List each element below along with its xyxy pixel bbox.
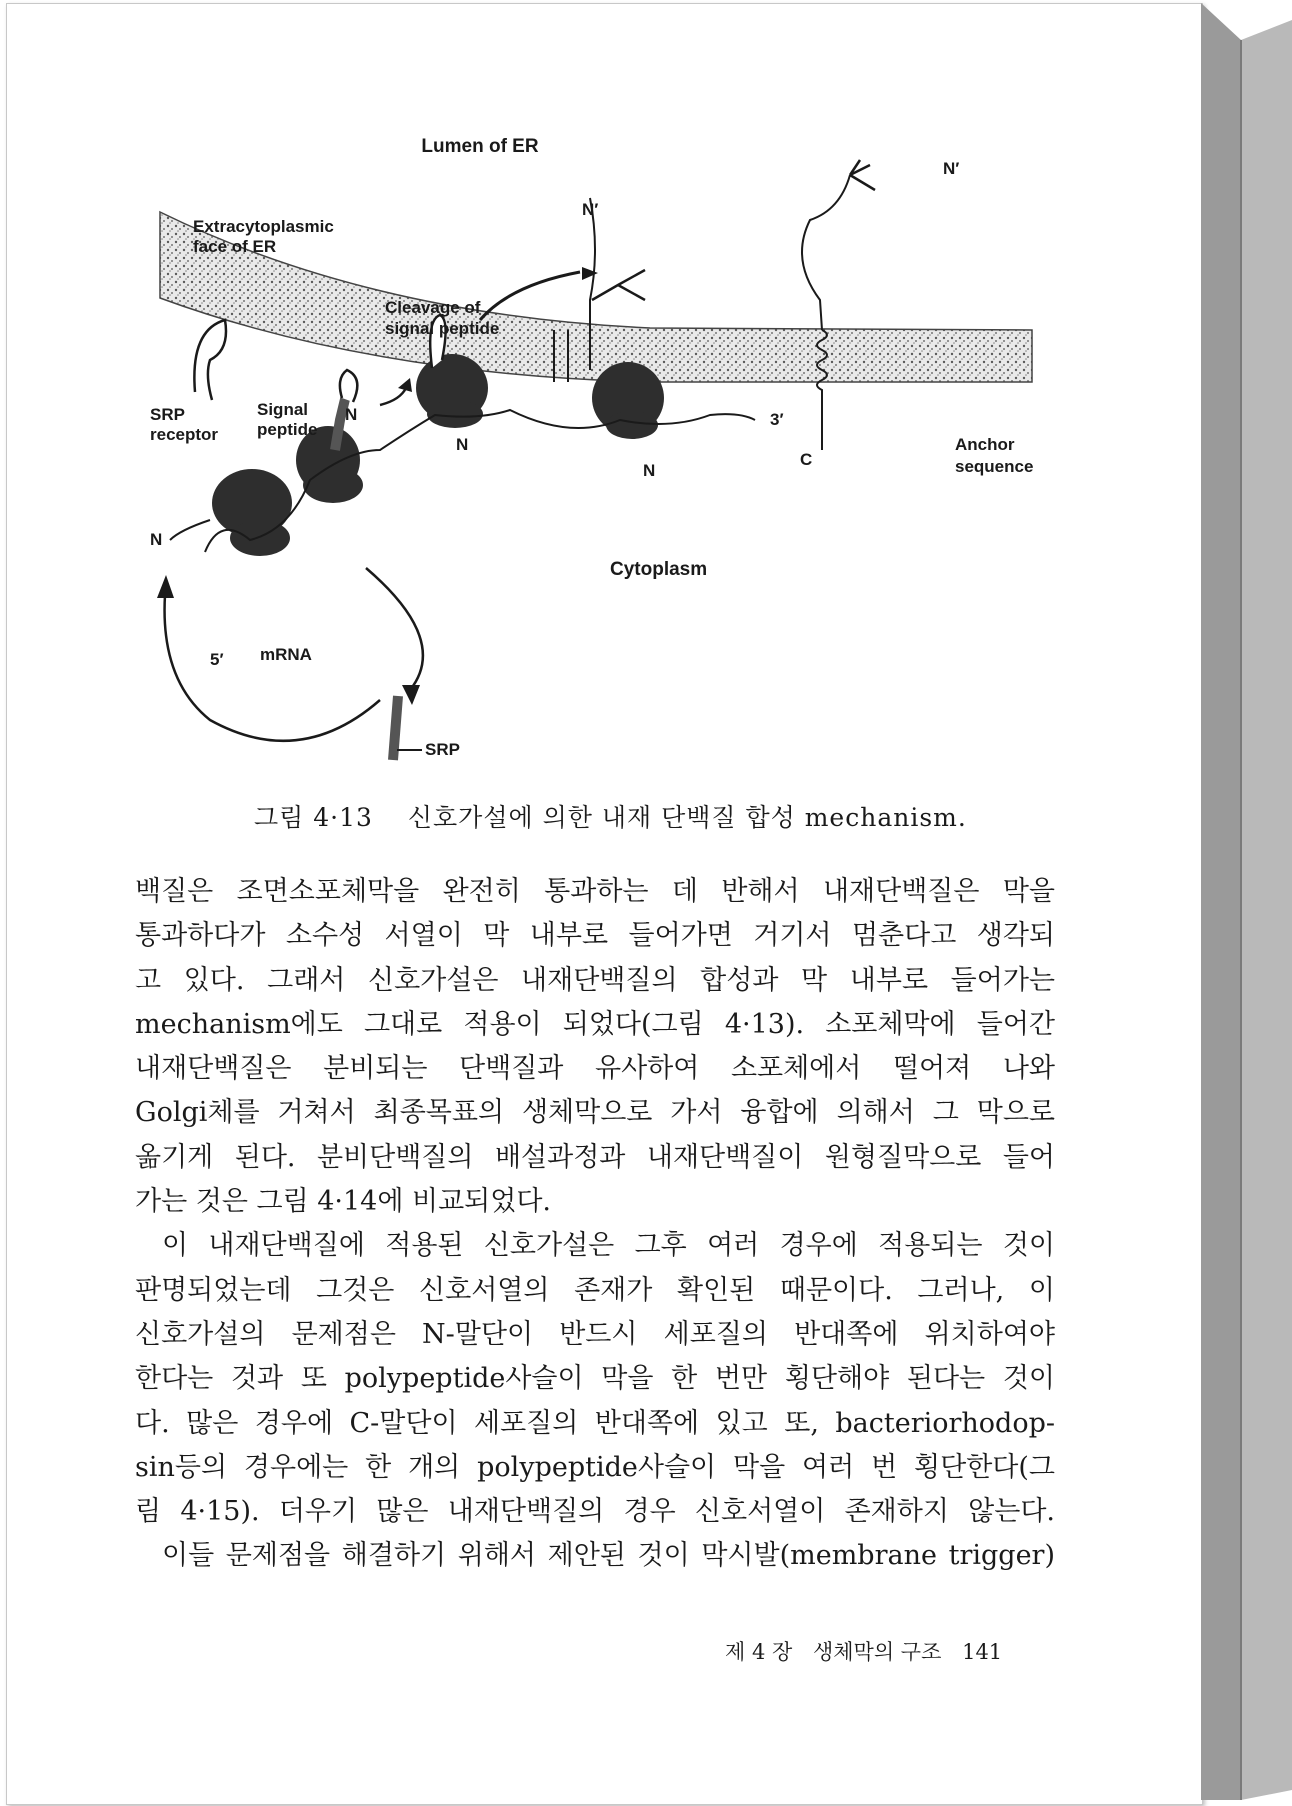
label-anchor: Anchor <box>955 435 1015 454</box>
figure-caption <box>254 798 967 834</box>
label-cleavage-2: signal peptide <box>385 319 500 338</box>
label-extracytoplasmic: Extracytoplasmic <box>193 217 334 236</box>
label-signal: Signal <box>257 400 309 419</box>
body-line: 가는 것은 그림 4·14에 비교되었다. <box>135 1186 552 1218</box>
body-line: Golgi체를 거쳐서 최종목표의 생체막으로 가서 융합에 의해서 그 막으로 <box>135 1097 1055 1129</box>
body-line: 판명되었는데 그것은 신호서열의 존재가 확인된 때문이다. 그러나, 이 <box>135 1274 1055 1306</box>
book-spine <box>1201 0 1292 1806</box>
body-line: 통과하다가 소수성 서열이 막 내부로 들어가면 거기서 멈춘다고 생각되 <box>135 920 1055 952</box>
label-mrna: mRNA <box>260 645 312 664</box>
body-text <box>135 870 1055 1579</box>
label-c: C <box>800 450 813 469</box>
footer-title: 생체막의 구조 <box>812 1640 942 1664</box>
label-3-prime: 3′ <box>770 410 784 429</box>
body-line: 다. 많은 경우에 C-말단이 세포질의 반대쪽에 있고 또, bacteriorhodop- <box>135 1407 1055 1439</box>
body-line: 이 내재단백질에 적용된 신호가설은 그후 여러 경우에 적용되는 것이 <box>162 1230 1055 1262</box>
label-srp-receptor-2: receptor <box>150 425 219 444</box>
ribosome-4 <box>592 362 664 439</box>
label-extracytoplasmic-2: face of ER <box>193 237 277 256</box>
label-srp: SRP <box>425 740 460 759</box>
page-number: 141 <box>962 1640 1003 1664</box>
label-lumen: Lumen of ER <box>421 136 539 157</box>
label-srp-receptor: SRP <box>150 405 185 424</box>
label-n-4: N <box>643 461 656 480</box>
body-line: 림 4·15). 더우기 많은 내재단백질의 경우 신호서열이 존재하지 않는다. <box>135 1496 1055 1528</box>
page-footer <box>725 1636 1016 1666</box>
caption-text: 신호가설에 의한 내재 단백질 합성 mechanism. <box>407 803 967 832</box>
body-line: 신호가설의 문제점은 N-말단이 반드시 세포질의 반대쪽에 위치하여야 <box>135 1318 1055 1350</box>
label-signal-2: peptide <box>257 420 318 439</box>
ER-membrane-figure <box>150 120 1070 780</box>
label-cleavage: Cleavage of <box>385 298 481 317</box>
caption-number: 그림 4·13 <box>254 803 373 832</box>
label-5-prime: 5′ <box>210 650 224 669</box>
label-cytoplasm: Cytoplasm <box>610 559 708 580</box>
body-line: 백질은 조면소포체막을 완전히 통과하는 데 반해서 내재단백질은 막을 <box>135 876 1055 907</box>
ribosome-1 <box>212 469 292 556</box>
body-line: 이들 문제점을 해결하기 위해서 제안된 것이 막시발(membrane trigger) <box>162 1540 1055 1572</box>
label-n-2: N <box>345 405 358 424</box>
body-line: mechanism에도 그대로 적용이 되었다(그림 4·13). 소포체막에 들어간 <box>135 1008 1055 1040</box>
label-n: N <box>150 530 163 549</box>
body-line: sin등의 경우에는 한 개의 polypeptide사슬이 막을 여러 번 횡단한다(그 <box>135 1451 1055 1483</box>
srp-receptor <box>194 320 226 400</box>
body-line: 내재단백질은 분비되는 단백질과 유사하여 소포체에서 떨어져 나와 <box>135 1053 1055 1085</box>
label-anchor-2: sequence <box>955 457 1034 476</box>
footer-chapter: 제 4 장 <box>725 1640 793 1664</box>
label-n-prime: N′ <box>582 200 599 219</box>
label-n-prime-2: N′ <box>943 159 960 178</box>
body-line: 한다는 것과 또 polypeptide사슬이 막을 한 번만 횡단해야 된다는 것이 <box>135 1363 1055 1395</box>
body-line: 고 있다. 그래서 신호가설은 내재단백질의 합성과 막 내부로 들어가는 <box>135 964 1055 996</box>
label-n-3: N <box>456 435 469 454</box>
body-line: 옮기게 된다. 분비단백질의 배설과정과 내재단백질이 원형질막으로 들어 <box>135 1141 1055 1173</box>
